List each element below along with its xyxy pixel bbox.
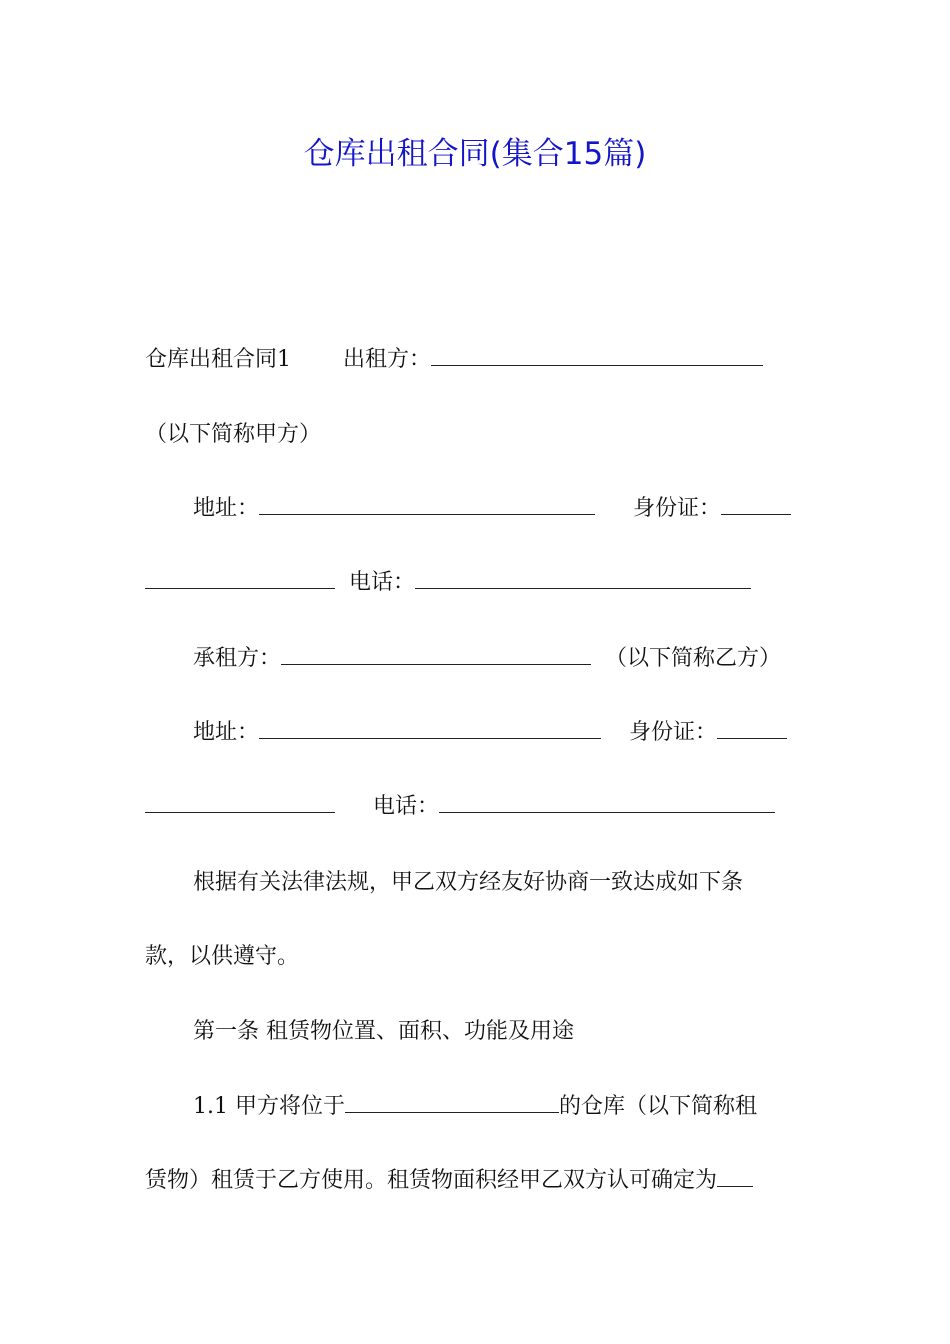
id-label: 身份证： [633, 496, 722, 521]
id-blank-continued [145, 792, 335, 813]
clause-1-1-cont [145, 1166, 753, 1196]
address-label: 地址： [193, 720, 260, 745]
lessee-line [193, 644, 781, 674]
clause-text: 的仓库（以下简称租 [558, 1094, 757, 1119]
address-blank [259, 718, 601, 739]
lessor-phone-line [145, 568, 751, 598]
lessor-blank [431, 345, 763, 366]
lessee-phone-line [145, 792, 775, 822]
article-heading-text: 第一条 租赁物位置、面积、功能及用途 [193, 1019, 574, 1044]
contract-number: 仓库出租合同1 [145, 347, 291, 372]
phone-blank [439, 792, 775, 813]
id-blank [717, 718, 787, 739]
clause-text: 赁物）租赁于乙方使用。租赁物面积经甲乙双方认可确定为 [145, 1168, 718, 1193]
lessor-label: 出租方： [343, 347, 432, 372]
clause-text: 1.1 甲方将位于 [193, 1094, 345, 1119]
lessee-blank [281, 644, 591, 665]
article-1-heading [193, 1017, 574, 1047]
phone-label: 电话： [349, 570, 416, 595]
document-title: 仓库出租合同(集合15篇) [303, 136, 647, 172]
lessee-label: 承租方： [193, 646, 282, 671]
lessee-address-line [193, 718, 787, 748]
paragraph-text: 根据有关法律法规，甲乙双方经友好协商一致达成如下条 [193, 870, 744, 895]
lessor-abbrev-line [145, 420, 321, 450]
lessee-abbrev: （以下简称乙方） [605, 646, 782, 671]
lessor-abbrev: （以下简称甲方） [145, 422, 322, 447]
contract-heading-line [145, 345, 763, 375]
id-blank-continued [145, 568, 335, 589]
phone-blank [415, 568, 751, 589]
body-paragraph-1 [193, 868, 743, 898]
id-label: 身份证： [629, 720, 718, 745]
location-blank [345, 1092, 559, 1113]
clause-1-1 [193, 1092, 757, 1122]
lessor-address-line [193, 494, 791, 524]
body-paragraph-1-cont [145, 942, 299, 972]
area-blank [717, 1166, 753, 1187]
id-blank [721, 494, 791, 515]
address-blank [259, 494, 595, 515]
address-label: 地址： [193, 496, 260, 521]
paragraph-text: 款，以供遵守。 [145, 944, 300, 969]
phone-label: 电话： [373, 794, 440, 819]
